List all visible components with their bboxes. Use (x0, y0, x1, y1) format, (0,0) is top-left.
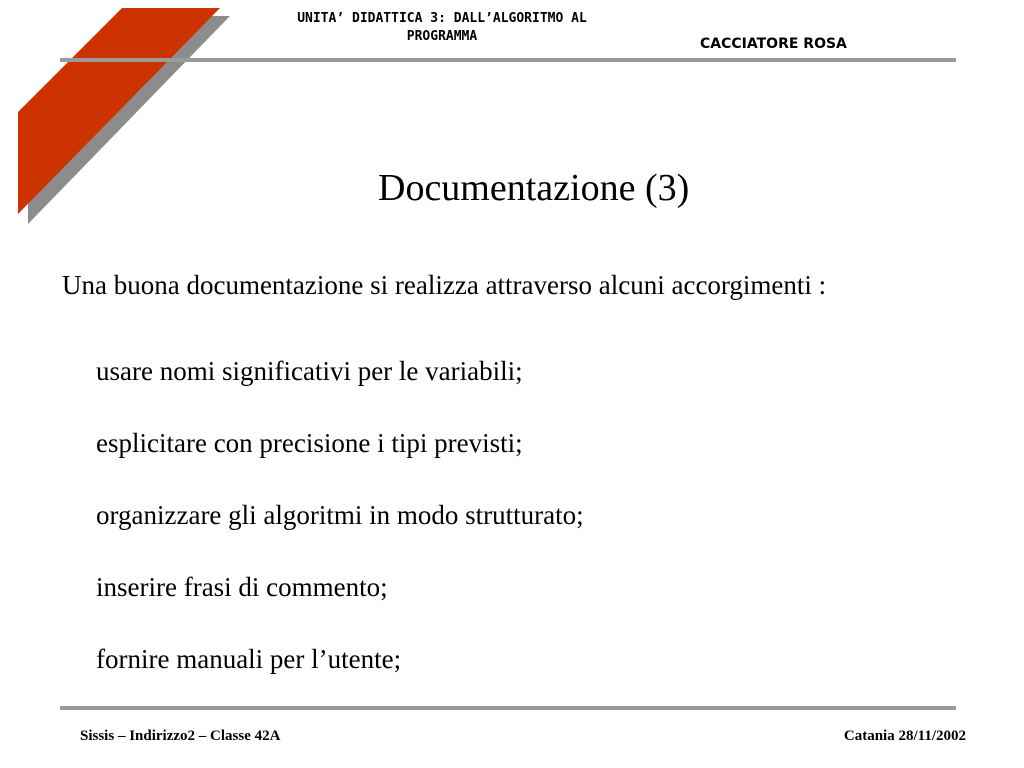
corner-decoration (0, 0, 240, 240)
footer-date: Catania 28/11/2002 (843, 728, 966, 744)
list-item: organizzare gli algoritmi in modo strutturato; (96, 500, 584, 530)
recommendation-list (96, 352, 584, 712)
list-item: inserire frasi di commento; (96, 572, 388, 602)
list-item: usare nomi significativi per le variabili; (96, 356, 523, 386)
intro-text: Una buona documentazione si realizza attraverso alcuni accorgimenti : (62, 270, 827, 300)
footer-divider (60, 706, 956, 710)
author-name: CACCIATORE ROSA (700, 36, 847, 52)
slide-title: Documentazione (3) (378, 167, 690, 209)
list-item: fornire manuali per l’utente; (96, 644, 402, 674)
list-item: esplicitare con precisione i tipi previsti; (96, 428, 523, 458)
header-divider (60, 58, 956, 62)
unit-title: UNITA’ DIDATTICA 3: DALL’ALGORITMO AL PROGRAMMA (297, 11, 587, 44)
footer-course: Sissis – Indirizzo2 – Classe 42A (80, 728, 281, 744)
